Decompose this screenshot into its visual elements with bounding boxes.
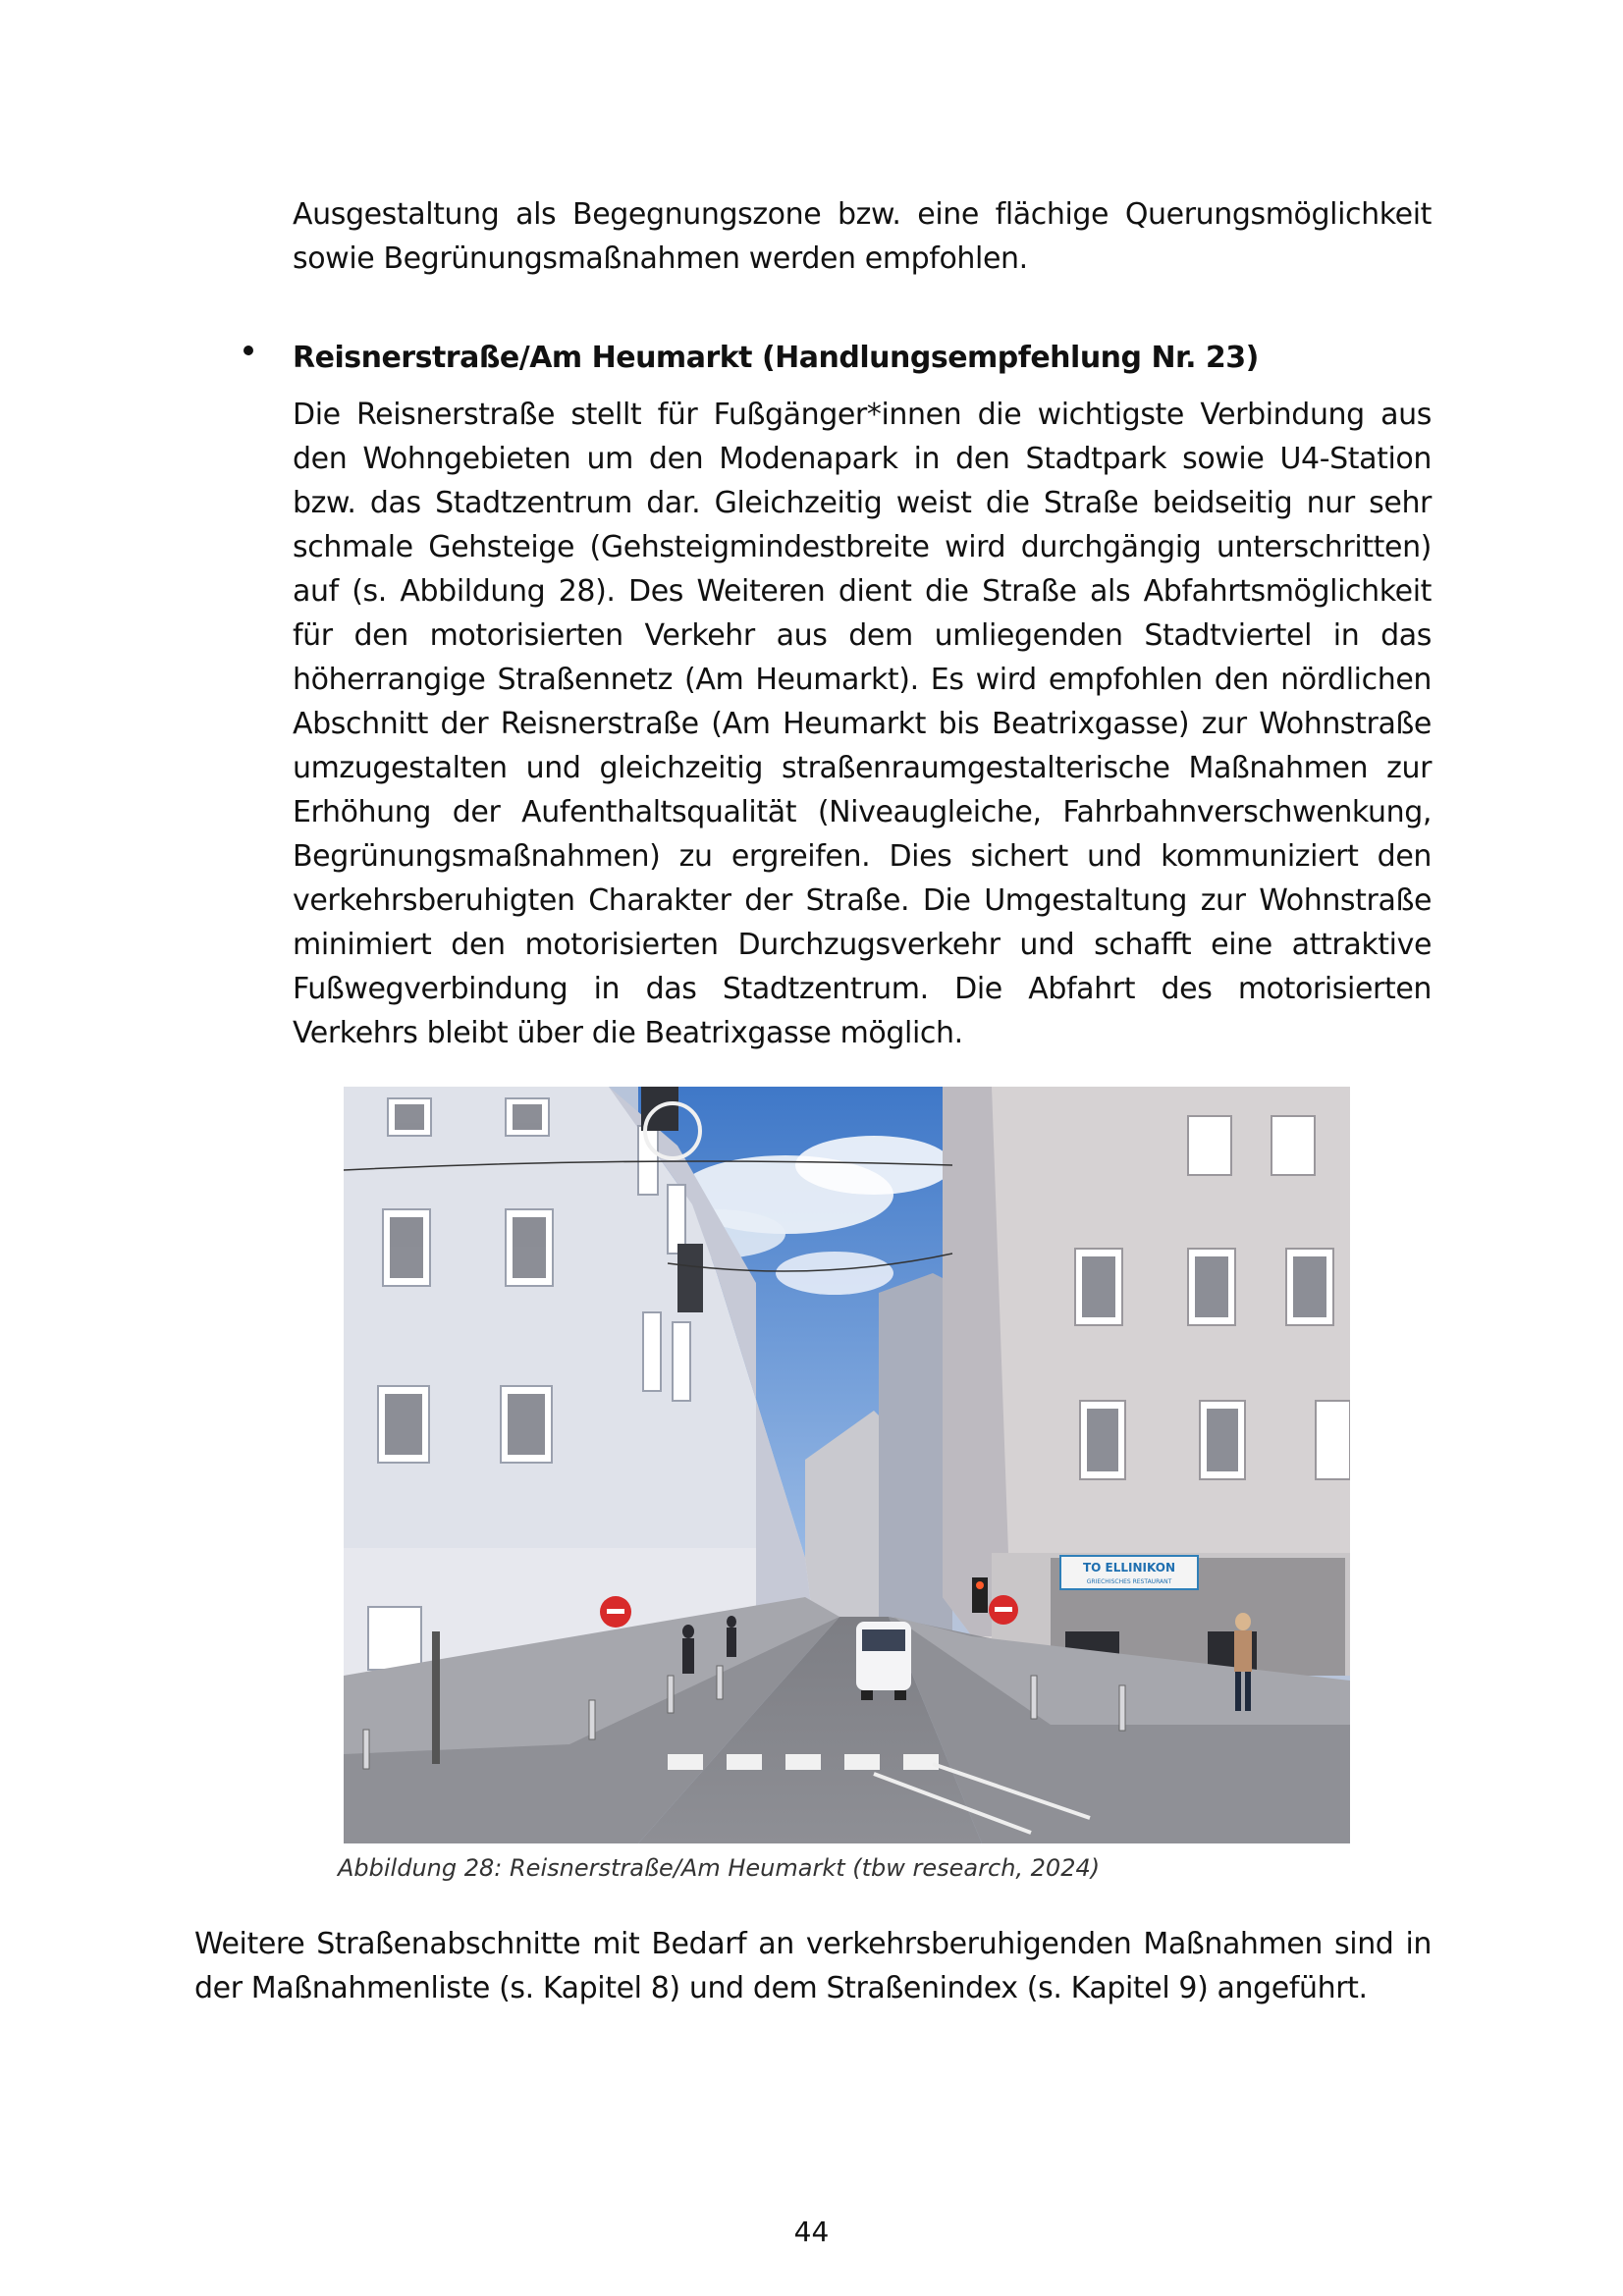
restaurant-sign-subtext: GRIECHISCHES RESTAURANT xyxy=(1086,1578,1172,1585)
section-body-text: Die Reisnerstraße stellt für Fußgänger*innen die wichtigste Verbindung aus den Wohngebieten um den Modenapark in den Stadtpark sowie U4-Station bzw. das Stadtzentrum dar. Gleichzeitig weist die Straße beidseitig nur sehr schmale Gehsteige (Gehsteigmindestbreite wird durchgängig unterschritten) auf (s. Abbildung 28). Des Weiteren dient die Straße als Abfahrtsmöglichkeit für den motorisierten Verkehr aus dem umliegenden Stadtviertel in das höherrangige Straßennetz (Am Heumarkt). Es wird empfohlen den nördlichen Abschnitt der Reisnerstraße (Am Heumarkt bis Beatrixgasse) zur Wohnstraße umzugestalten und gleichzeitig straßenraumgestalterische Maßnahmen zur Erhöhung der Aufenthaltsqualität (Niveaugleiche, Fahrbahnverschwenkung, Begrünungsmaßnahmen) zu ergreifen. Dies sichert und kommuniziert den verkehrsberuhigten Charakter der Straße. Die Umgestaltung zur Wohnstraße minimiert den motorisierten Durchzugsverkehr und schafft eine attraktive Fußwegverbindung in das Stadtzentrum. xyxy=(293,398,1432,1006)
street-photo xyxy=(344,1087,1350,1843)
intro-paragraph: Ausgestaltung als Begegnungszone bzw. eine flächige Querungsmöglichkeit sowie Begrünungsmaßnahmen werden empfohlen. xyxy=(293,197,1432,276)
bullet-icon xyxy=(243,346,253,355)
outro-paragraph: Weitere Straßenabschnitte mit Bedarf an verkehrsberuhigenden Maßnahmen sind in der Maßnahmenliste (s. Kapitel 8) und dem Straßenindex (s. Kapitel 9) angeführt. xyxy=(194,1927,1432,2005)
restaurant-sign: TO ELLINIKON xyxy=(1082,1561,1176,1575)
page-number: 44 xyxy=(793,2216,830,2248)
section-body-last-sentence: Die Abfahrt des motorisierten Verkehrs bleibt über die Beatrixgasse möglich. xyxy=(293,972,1432,1050)
section-body xyxy=(293,393,1432,1055)
figure-caption: Abbildung 28: Reisnerstraße/Am Heumarkt (tbw research, 2024) xyxy=(338,1854,1101,1882)
section-heading: Reisnerstraße/Am Heumarkt (Handlungsempfehlung Nr. 23) xyxy=(293,341,1259,375)
